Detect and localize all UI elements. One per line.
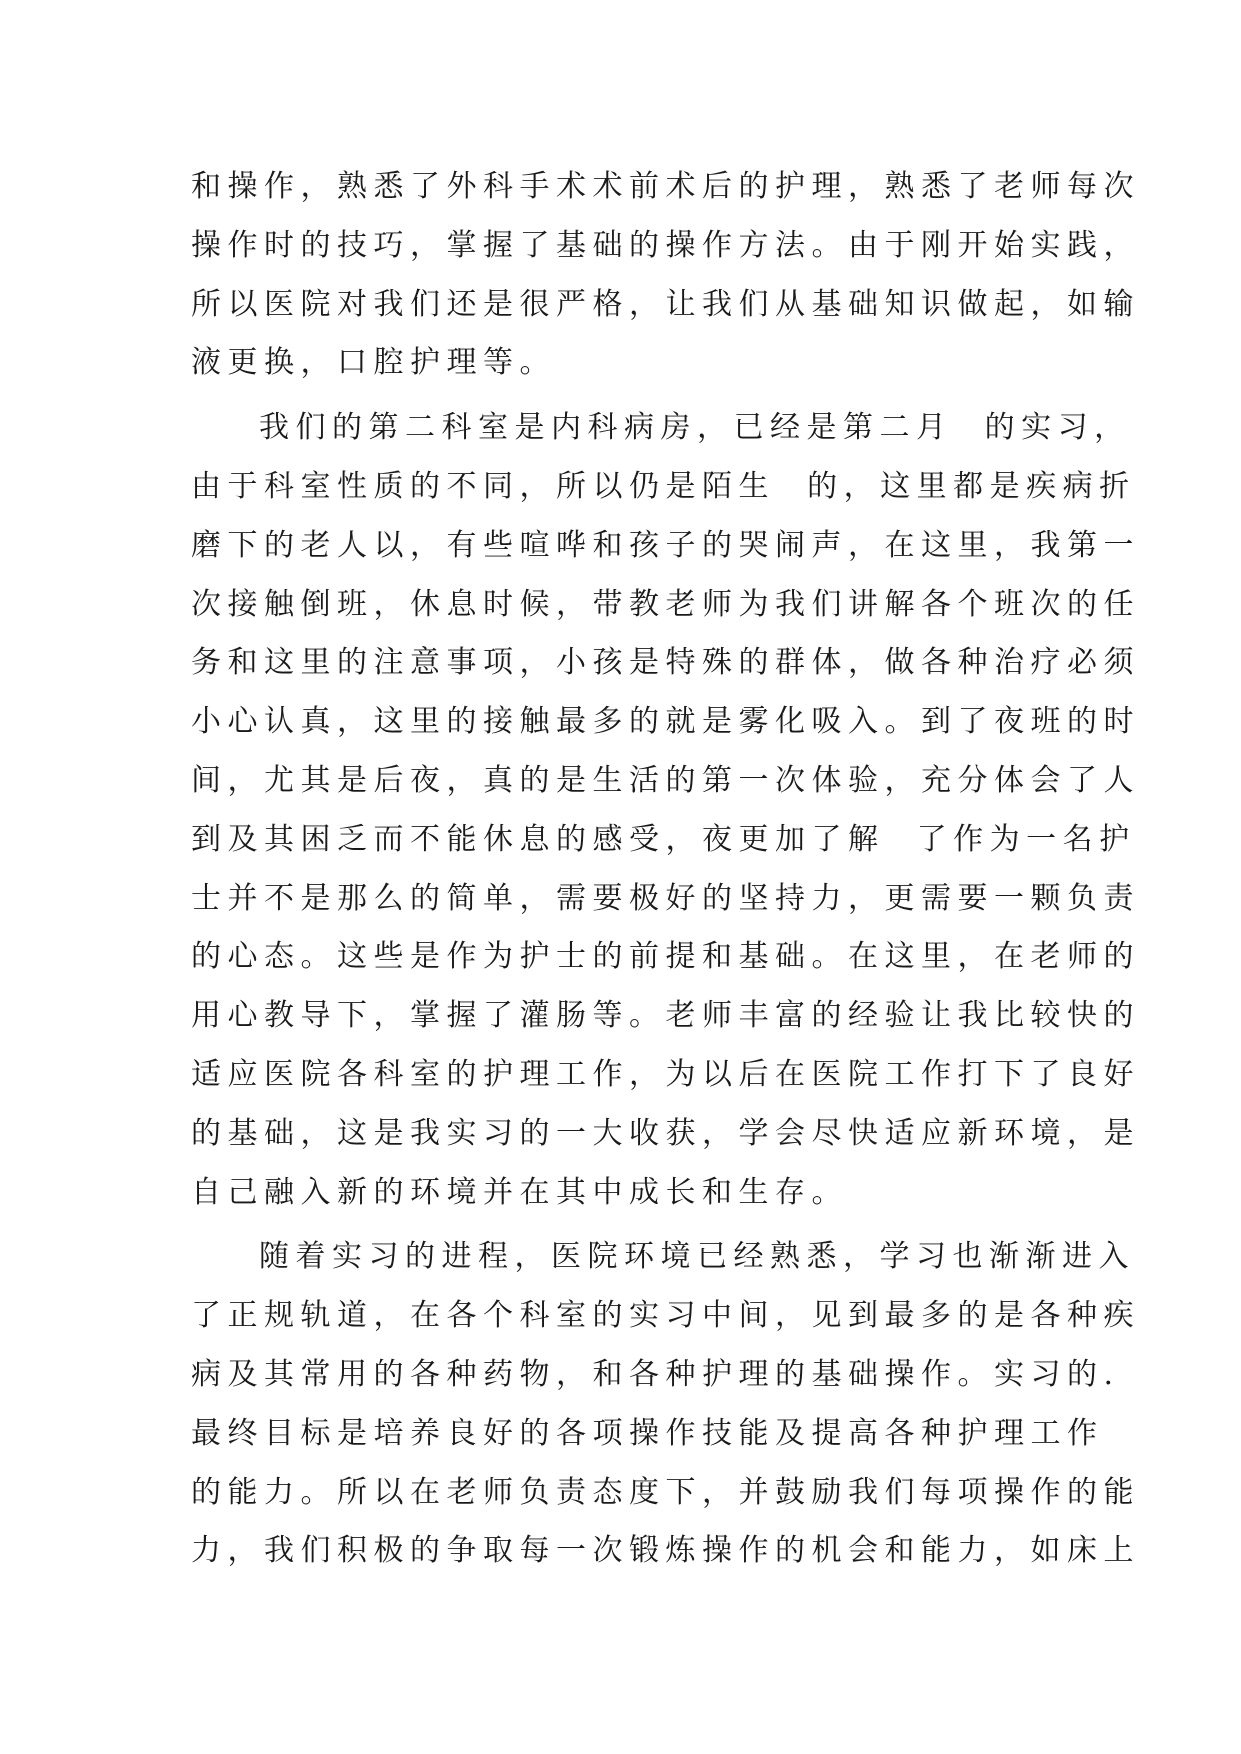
text-line: 最终目标是培养良好的各项操作技能及提高各种护理工作: [191, 1415, 1104, 1451]
text-line: 到及其困乏而不能休息的感受，夜更加了解 了作为一名护: [191, 821, 1136, 857]
document-body: [191, 158, 1140, 1581]
text-line: 用心教导下，掌握了灌肠等。老师丰富的经验让我比较快的: [191, 998, 1140, 1034]
text-line: 次接触倒班，休息时候，带教老师为我们讲解各个班次的任: [191, 586, 1140, 622]
text-line: 磨下的老人以，有些喧哗和孩子的哭闹声，在这里，我第一: [191, 527, 1140, 563]
text-line: 我们的第二科室是内科病房，已经是第二月 的实习，: [259, 410, 1131, 446]
paragraph: [191, 1228, 1140, 1581]
text-line: 随着实习的进程，医院环境已经熟悉，学习也渐渐进入: [259, 1239, 1135, 1275]
text-line: 间，尤其是后夜，真的是生活的第一次体验，充分体会了人: [191, 762, 1140, 798]
text-line: 的心态。这些是作为护士的前提和基础。在这里，在老师的: [191, 939, 1140, 975]
text-line: 液更换，口腔护理等。: [191, 345, 556, 381]
text-line: 病及其常用的各种药物，和各种护理的基础操作。实习的.: [191, 1356, 1120, 1392]
text-line: 由于科室性质的不同，所以仍是陌生 的，这里都是疾病折: [191, 468, 1136, 504]
text-line: 自己融入新的环境并在其中成长和生存。: [191, 1174, 848, 1210]
text-line: 务和这里的注意事项，小孩是特殊的群体，做各种治疗必须: [191, 645, 1140, 681]
text-line: 力，我们积极的争取每一次锻炼操作的机会和能力，如床上: [191, 1533, 1140, 1569]
paragraph: [191, 158, 1140, 393]
text-line: 的基础，这是我实习的一大收获，学会尽快适应新环境，是: [191, 1115, 1140, 1151]
text-line: 的能力。所以在老师负责态度下，并鼓励我们每项操作的能: [191, 1474, 1140, 1510]
text-line: 士并不是那么的简单，需要极好的坚持力，更需要一颗负责: [191, 880, 1140, 916]
text-line: 操作时的技巧，掌握了基础的操作方法。由于刚开始实践，: [191, 227, 1140, 263]
text-line: 小心认真，这里的接触最多的就是雾化吸入。到了夜班的时: [191, 704, 1140, 740]
text-line: 所以医院对我们还是很严格，让我们从基础知识做起，如输: [191, 286, 1140, 322]
text-line: 了正规轨道，在各个科室的实习中间，见到最多的是各种疾: [191, 1298, 1140, 1334]
text-line: 适应医院各科室的护理工作，为以后在医院工作打下了良好: [191, 1056, 1140, 1092]
paragraph: [191, 399, 1140, 1222]
text-line: 和操作，熟悉了外科手术术前术后的护理，熟悉了老师每次: [191, 169, 1140, 204]
